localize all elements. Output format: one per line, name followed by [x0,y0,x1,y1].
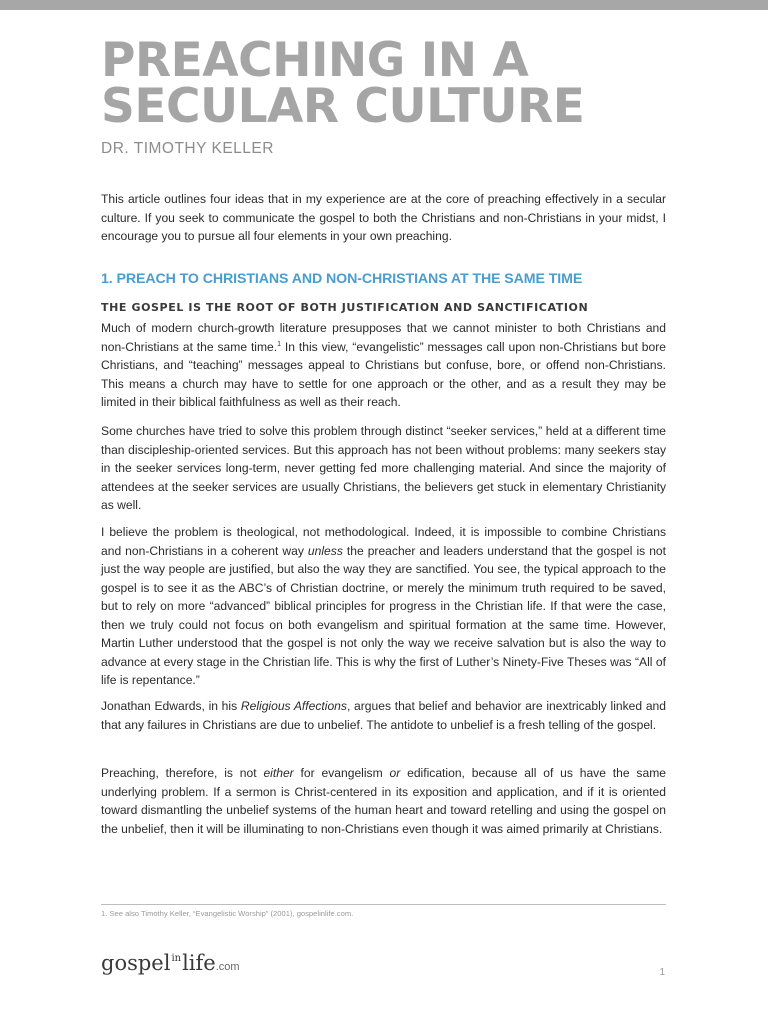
paragraph-5-text-b: for evangelism [293,766,390,780]
logo-domain: .com [215,961,240,973]
article-title [101,33,701,134]
top-bar [0,0,768,10]
paragraph-4 [101,697,666,734]
paragraph-3 [101,523,666,690]
gospelinlife-logo [101,951,240,975]
footnote-ref: 1 [277,340,282,348]
footnote-divider [101,904,666,905]
footnote: 1. See also Timothy Keller, “Evangelistic Worship” (2001), gospelinlife.com. [101,909,354,918]
paragraph-5-emphasis-2: or [389,766,401,780]
title-line-2: SECULAR CULTURE [101,79,585,134]
page-number: 1 [659,967,665,978]
author-name: DR. TIMOTHY KELLER [101,140,274,157]
paragraph-1-text-b: In this view, “evangelistic” messages call upon non-Christians but bore Christians, and “teaching” messages appeal to Christians but confuse, bore, or offend non-Christians. This means a church may have to settle for one approach or the other, and as a result they may be limited in their biblical faithfulness as well as their reach. [101,339,667,409]
paragraph-4-text-a: Jonathan Edwards, in his [101,699,241,713]
paragraph-2: Some churches have tried to solve this problem through distinct “seeker services,” held at a different time than discipleship-oriented services. But this approach has not been without problems: many seekers stay in the seeker services long-term, never getting fed more challenging material. And since the majority of attendees at the seeker services are usually Christians, the believers get stuck in elementary Christianity as well. [101,424,666,512]
paragraph-4-text-b: , argues that belief and behavior are inextricably linked and that any failures in Christians are due to unbelief. The antidote to unbelief is a fresh telling of the gospel. [101,699,667,732]
logo-word-gospel: gospel [101,951,171,975]
paragraph-1 [101,319,666,412]
paragraph-4-book-title: Religious Affections [240,699,347,713]
paragraph-3-text-a: I believe the problem is theological, not methodological. Indeed, it is impossible to combine Christians and non-Christians in a coherent way [101,525,666,558]
paragraph-5-emphasis-1: either [263,766,294,780]
paragraph-5-text-c: edification, because all of us have the same underlying problem. If a sermon is Christ-centered in its exposition and application, and if it is oriented toward dismantling the unbelief systems of the human heart and toward retelling and using the gospel on the unbelief, then it will be illuminating to non-Christians even though it was aimed primarily at Christians. [101,766,666,836]
logo-word-in: in [171,953,182,964]
paragraph-5-text-a: Preaching, therefore, is not [101,766,264,780]
paragraph-3-emphasis: unless [307,543,343,558]
section-subheading: THE GOSPEL IS THE ROOT OF BOTH JUSTIFICATION AND SANCTIFICATION [101,301,589,314]
paragraph-1-text-a: Much of modern church-growth literature presupposes that we cannot minister to both Christians and non-Christians at the same time. [101,321,666,354]
paragraph-5 [101,764,666,838]
title-line-1: PREACHING IN A [101,33,529,88]
intro-paragraph: This article outlines four ideas that in my experience are at the core of preaching effectively in a secular culture. If you seek to communicate the gospel to both the Christians and non-Christians in your midst, I encourage you to pursue all four elements in your own preaching. [101,192,666,243]
logo-word-life: life [182,951,216,975]
section-heading: 1. PREACH TO CHRISTIANS AND NON-CHRISTIANS AT THE SAME TIME [101,271,583,287]
paragraph-3-text-b: the preacher and leaders understand that the gospel is not just the way people are justified, but also the way they are sanctified. You see, the typical approach to the gospel is to see it as the ABC’s of Christian doctrine, or merely the minimum truth required to be saved, but to rely on more “advanced” biblical principles for progress in the Christian life. If that were the case, then we truly could not focus on both evangelism and spiritual formation at the same time. However, Martin Luther understood that the gospel is not only the way we receive salvation but is also the way to advance at every stage in the Christian life. This is why the first of Luther’s Ninety-Five Theses was “All of life is repentance.” [101,543,666,687]
